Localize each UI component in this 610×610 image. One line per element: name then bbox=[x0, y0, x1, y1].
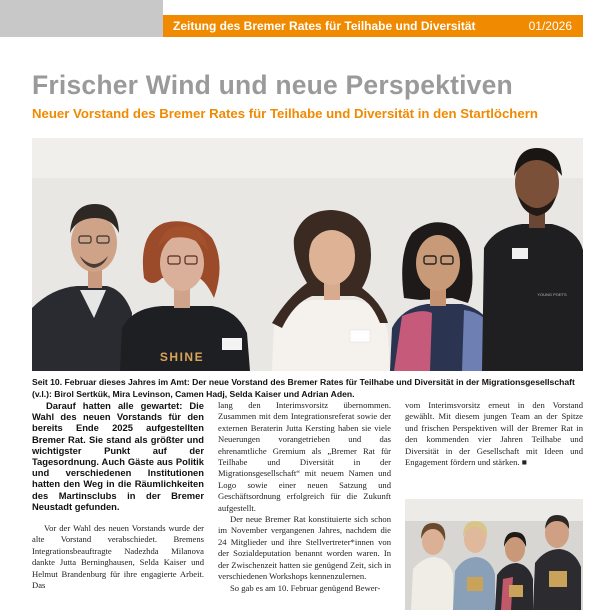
secondary-photo bbox=[405, 499, 583, 610]
photo-caption: Seit 10. Februar dieses Jahres im Amt: Der neue Vorstand des Bremer Rates für Teilhabe und Diversität in der Migrationsgesellschaft (v.l.): Birol Sertkük, Mira Levinson, Camen Hadj, Selda Kaiser und Adrian Aden. bbox=[32, 377, 575, 399]
article-lead: Darauf hatten alle gewartet: Die Wahl des neuen Vorstands für den bereits Ende 2025 aufgestellten Bremer Rat. Sie stand als größter und wichtigster Punkt auf der Tagesordnung. Auch Gäste aus Politik und verschiedenen Institutionen hatten den Weg in die Räumlichkeiten des Martinsclubs in der Bremer Neustadt gefunden. bbox=[32, 400, 204, 512]
article-subheadline: Neuer Vorstand des Bremer Rates für Teilhabe und Diversität in den Startlöchern bbox=[32, 106, 538, 121]
column-2-paragraph-1: lang den Interimsvorsitz übernommen. Zusammen mit dem Integrationsreferat sowie der externen Beraterin Jutta Kersting haben sie viele Neuerungen vorangetrieben und das ehrenamtliche Gremium als „Bremer Rat für Teilhabe und Diversität in der Migrationsgesellschaft“ mit neuem Namen und Logo sowie einer neuen Satzung und Geschäftsordnung erfolgreich für die Zukunft aufgestellt. bbox=[218, 400, 391, 513]
newspaper-title: Zeitung des Bremer Rates für Teilhabe und Diversität bbox=[173, 19, 476, 33]
header-band bbox=[163, 15, 583, 37]
column-1-paragraph: Vor der Wahl des neuen Vorstands wurde der alte Vorstand verabschiedet. Bremens Integrationsbeauftragte Nadezhda Milanova dankte Jutta Berninghausen, Selda Kaiser und Helmut Brandenburg für ihre engagierte Arbeit. Das bbox=[32, 523, 204, 591]
group-photo bbox=[32, 138, 583, 371]
article-column-2 bbox=[218, 400, 391, 594]
column-2-paragraph-2: Der neue Bremer Rat konstituierte sich schon im November vergangenen Jahres, nachdem die 24 Mitglieder und ihre Stellvertreter*innen von der Sozialdeputation benannt worden waren. In der Zwischenzeit hatten sie genügend Zeit, sich in verschiedenen Workshops kennenzulernen. bbox=[218, 514, 391, 582]
column-3-paragraph: vom Interimsvorsitz erneut in den Vorstand gewählt. Mit diesem jungen Team an der Spitze und frischen Perspektiven will der Bremer Rat in den kommenden vier Jahren Teilhabe und Diversität in der Gesellschaft mit Ideen und Engagement fördern und stärken. ■ bbox=[405, 400, 583, 468]
article-column-1 bbox=[32, 400, 204, 591]
issue-number: 01/2026 bbox=[528, 19, 572, 33]
article-column-3 bbox=[405, 400, 583, 468]
column-2-paragraph-3: So gab es am 10. Februar genügend Bewer- bbox=[230, 582, 381, 593]
svg-text:YOUNG POETS: YOUNG POETS bbox=[537, 292, 567, 297]
header-grey-tab bbox=[0, 0, 163, 37]
article-headline: Frischer Wind und neue Perspektiven bbox=[32, 70, 513, 100]
svg-text:SHINE: SHINE bbox=[159, 350, 205, 364]
